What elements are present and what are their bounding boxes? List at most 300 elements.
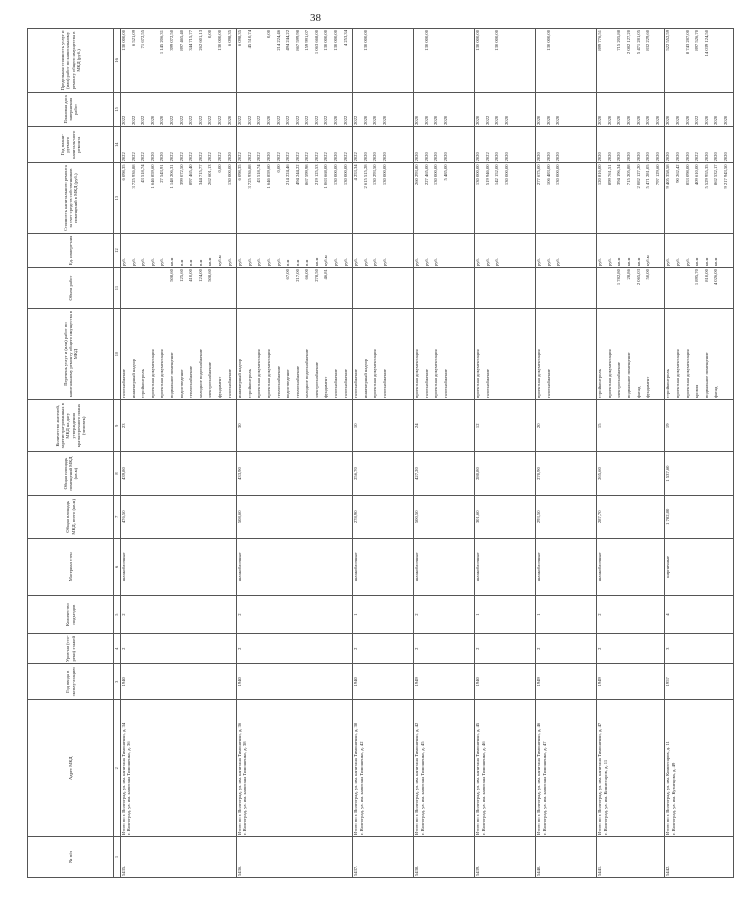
cell-line: руб.: [494, 258, 500, 267]
cell-year: 1940: [475, 664, 536, 700]
cell-line: проектная документация: [159, 349, 165, 399]
cell-dates: [353, 92, 414, 126]
cell-line: [159, 269, 169, 307]
cell-line: 2020: [443, 115, 449, 125]
cell-year: 1940: [121, 664, 237, 700]
cell-line: 130 000,00: [555, 164, 561, 186]
cell-line: 2022: [256, 152, 262, 162]
cell-line: 2022: [140, 152, 146, 162]
cell-line: 6 098,35: [121, 164, 126, 181]
cell-line: 2020: [645, 152, 651, 162]
cell-line: [140, 269, 150, 307]
cell-line: 2022: [168, 115, 174, 125]
column-header: Адрес МКД: [28, 700, 114, 837]
cell-wall: шлакоблочные: [121, 538, 237, 595]
cell-line: 715 205,88: [626, 164, 632, 186]
cell-line: холодное водоснабжение: [197, 349, 203, 399]
cell-line: [685, 269, 695, 307]
cell-line: кв.м: [626, 257, 632, 267]
cell-works: [353, 309, 414, 400]
cell-line: подвальное помещение: [168, 352, 174, 399]
cell-addr: Итого по г. Волгоград, ул. им. капитана Тимошенко, д. 36 г. Волгоград, ул. им. капитана Тимошенко, д. 38: [237, 700, 353, 837]
cell-line: 2020: [382, 152, 388, 162]
cell-line: 2020: [372, 152, 378, 162]
cell-line: [414, 30, 424, 91]
cell-line: 142 152,00: [494, 164, 500, 186]
cell-line: 0,00: [207, 30, 213, 39]
cell-line: 2020: [722, 115, 728, 125]
cell-line: 28,86: [626, 269, 632, 280]
cell-line: [597, 269, 607, 307]
cell-line: 106 483,00: [545, 164, 551, 186]
cell-line: 2022: [323, 115, 329, 125]
cell-line: 125,60: [178, 269, 184, 282]
cell-line: [665, 269, 675, 307]
column-header: Год ввода в эксплу-атацию: [28, 664, 114, 700]
cell-line: 2022: [294, 115, 300, 125]
column-index-cell: 7: [114, 495, 121, 538]
cell-works: [597, 309, 665, 400]
cell-line: кв.м: [703, 257, 709, 267]
cell-year: 1949: [536, 664, 597, 700]
cell-line: руб.: [684, 258, 690, 267]
column-header: Общая площадь помещений МКД (кв.м): [28, 452, 114, 495]
cell-res: 10: [353, 400, 414, 452]
cell-costs: [414, 163, 475, 234]
cell-floors: 2: [237, 634, 353, 664]
cell-line: 867 599,98: [304, 164, 310, 186]
cell-line: руб.: [140, 258, 146, 267]
cell-line: 2022: [294, 152, 300, 162]
table-row: [237, 29, 353, 878]
cell-line: 130 000,00: [494, 30, 500, 51]
cell-line: проектная документация: [149, 349, 155, 399]
cell-wall: шлакоблочные: [597, 538, 665, 595]
cell-line: 2022: [323, 152, 329, 162]
cell-line: 2020: [382, 115, 388, 125]
cell-line: руб.: [372, 258, 378, 267]
cell-limits: [121, 29, 237, 93]
cell-line: 2020: [333, 115, 339, 125]
cell-line: куб.м: [323, 255, 329, 267]
cell-line: 2020: [265, 152, 271, 162]
cell-line: фундамент: [323, 376, 329, 399]
cell-line: 43 518,74: [256, 164, 262, 183]
cell-line: 715 205,88: [616, 30, 622, 51]
cell-line: 0,00: [275, 164, 281, 173]
cell-line: [247, 269, 257, 307]
cell-line: 344 715,77: [197, 164, 203, 186]
cell-num: 5438.: [414, 837, 475, 878]
cell-line: 5 529 955,35: [703, 164, 709, 189]
cell-line: 2020: [362, 152, 368, 162]
cell-line: 2022: [188, 115, 194, 125]
cell-line: 2020: [635, 115, 641, 125]
cell-line: 130 000,00: [342, 164, 348, 186]
cell-line: 27 543,91: [159, 164, 165, 183]
cell-ent: 2: [121, 595, 237, 634]
cell-num: 5435.: [121, 837, 237, 878]
cell-line: 2020: [475, 115, 481, 125]
cell-dates: [414, 92, 475, 126]
cell-num: 5442.: [665, 837, 733, 878]
cell-line: 2020: [545, 115, 551, 125]
cell-line: [266, 269, 276, 307]
cell-line: 278,50: [313, 269, 319, 282]
cell-line: руб.: [226, 258, 232, 267]
table-row: [414, 29, 475, 878]
cell-area: 293,50: [536, 495, 597, 538]
cell-line: 0,00: [265, 30, 271, 39]
cell-line: 867 599,98: [294, 30, 300, 51]
cell-res: 15: [597, 400, 665, 452]
cell-line: проектная документация: [414, 349, 420, 399]
cell-line: 2 615 515,28: [362, 164, 368, 189]
cell-res: 12: [475, 400, 536, 452]
cell-wall: кирпичные: [665, 538, 733, 595]
cell-line: кв.м: [713, 257, 719, 267]
cell-res: 20: [536, 400, 597, 452]
cell-floors: 2: [475, 634, 536, 664]
cell-vols: [121, 268, 237, 309]
cell-line: 2022: [285, 115, 291, 125]
cell-line: 2020: [372, 115, 378, 125]
cell-works: [121, 309, 237, 400]
cell-line: 2020: [606, 152, 612, 162]
cell-line: 46,81: [323, 269, 329, 280]
cell-line: 2022: [246, 152, 252, 162]
cell-line: 1 148 206,31: [168, 164, 174, 189]
column-header: Ед. измере-ния: [28, 233, 114, 267]
cell-limits: [237, 29, 353, 93]
cell-line: 508,60: [207, 269, 213, 282]
column-index-cell: 6: [114, 538, 121, 595]
cell-line: п.м: [178, 259, 184, 267]
cell-line: газоснабжение: [382, 369, 388, 399]
cell-line: руб.: [256, 258, 262, 267]
cell-line: проектная документация: [675, 349, 680, 399]
cell-years: [536, 127, 597, 163]
cell-wall: шлакоблочные: [536, 538, 597, 595]
cell-line: 2022: [178, 152, 184, 162]
cell-addr: Итого по г. Волгоград, ул. им. капитана Тимошенко, д. 47 г. Волгоград, ул. им. Комиссаров, д. 11: [597, 700, 665, 837]
cell-line: 130 000,00: [216, 30, 222, 51]
cell-line: 120 816,00: [597, 164, 603, 186]
header-row: [28, 29, 114, 878]
cell-line: 2020: [645, 115, 651, 125]
column-index-cell: 14: [114, 127, 121, 163]
cell-years: [414, 127, 475, 163]
cell-line: 2020: [149, 152, 155, 162]
cell-line: руб.: [342, 258, 348, 267]
cell-line: 130 000,00: [545, 30, 551, 51]
cell-year: 1949: [414, 664, 475, 700]
cell-line: 2022: [197, 115, 203, 125]
cell-line: 9 217 943,50: [722, 164, 728, 189]
cell-line: 2020: [545, 152, 551, 162]
cell-line: 2020: [475, 152, 481, 162]
cell-line: газоснабжение: [342, 369, 348, 399]
cell-line: 2022: [285, 152, 291, 162]
cell-line: 2020: [597, 115, 603, 125]
cell-line: 130 000,00: [504, 164, 510, 186]
cell-costs: [475, 163, 536, 234]
column-header: Стоимость капитального ремонта за счет средств собственников помещений в МКД (руб.): [28, 163, 114, 234]
cell-line: 1 782,80: [616, 269, 622, 286]
cell-addr: Итого по г. Волгоград, ул. им. капитана Тимошенко, д. 45 г. Волгоград, ул. им. капитана Тимошенко, д. 46: [475, 700, 536, 837]
cell-line: 2020: [654, 152, 660, 162]
cell-line: 2020: [616, 115, 622, 125]
cell-line: кв.м: [635, 257, 641, 267]
cell-line: 810,00: [703, 269, 709, 282]
cell-line: 45 510,74: [246, 30, 252, 49]
cell-line: газоснабжение: [333, 369, 339, 399]
cell-line: газоснабжение: [353, 369, 359, 399]
cell-line: 2020: [226, 152, 232, 162]
cell-addr: Итого по г. Волгоград, ул. им. капитана Тимошенко, д. 42 г. Волгоград, ул. им. капитана Тимошенко, д. 45: [414, 700, 475, 837]
column-index-cell: 16: [114, 29, 121, 93]
cell-line: 1 145 206,31: [159, 30, 165, 55]
cell-line: [485, 30, 495, 91]
cell-parea: 433,90: [237, 452, 353, 495]
cell-line: 2020: [616, 152, 622, 162]
cell-line: 2022: [304, 152, 310, 162]
cell-line: 2020: [722, 152, 728, 162]
cell-line: п.м: [285, 259, 291, 267]
cell-line: 130 000,00: [475, 164, 481, 186]
cell-line: 2020: [149, 115, 155, 125]
cell-line: [276, 269, 286, 307]
cell-years: [237, 127, 353, 163]
cell-units: [121, 233, 237, 267]
cell-line: 0,00: [216, 164, 222, 173]
cell-units: [414, 233, 475, 267]
cell-res: 30: [237, 400, 353, 452]
cell-limits: [597, 29, 665, 93]
cell-line: 130 000,00: [226, 164, 232, 186]
cell-line: руб.: [130, 258, 136, 267]
cell-line: 2022: [694, 115, 700, 125]
cell-year: 1940: [237, 664, 353, 700]
column-index-cell: 11: [114, 268, 121, 309]
cell-line: 2022: [484, 152, 490, 162]
cell-wall: шлакоблочные: [414, 538, 475, 595]
cell-costs: [121, 163, 237, 234]
cell-line: 124,00: [197, 269, 203, 282]
cell-line: 2022: [130, 152, 136, 162]
cell-line: 2022: [216, 115, 222, 125]
cell-line: 394 196,34: [616, 164, 622, 186]
cell-vols: [597, 268, 665, 309]
cell-line: 130 000,00: [362, 30, 368, 51]
cell-line: 90 262,42: [675, 164, 680, 183]
cell-line: 2020: [675, 115, 680, 125]
column-header: Общая площадь МКД, всего (кв.м): [28, 495, 114, 538]
cell-num: 5439.: [475, 837, 536, 878]
cell-line: 2020: [226, 115, 232, 125]
cell-line: 159 991,07: [304, 30, 310, 51]
cell-line: кв.м: [313, 257, 319, 267]
cell-vols: [237, 268, 353, 309]
cell-line: 2020: [494, 152, 500, 162]
cell-line: кв.м: [694, 257, 700, 267]
cell-line: 262 601,13: [207, 164, 213, 186]
cell-line: [237, 269, 247, 307]
cell-line: проектная документация: [433, 349, 439, 399]
cell-limits: [665, 29, 733, 93]
cell-line: руб.: [545, 258, 551, 267]
cell-line: [433, 30, 443, 91]
cell-line: проектная документация: [475, 349, 481, 399]
cell-parea: 427,20: [414, 452, 475, 495]
cell-res: 23: [121, 400, 237, 452]
cell-line: 2020: [333, 152, 339, 162]
cell-line: проектная документация: [606, 349, 612, 399]
cell-line: 494 244,22: [285, 30, 291, 51]
cell-line: руб.: [433, 258, 439, 267]
cell-line: [150, 269, 160, 307]
cell-line: 67,00: [285, 269, 291, 280]
cell-line: [131, 269, 141, 307]
cell-line: 2020: [555, 115, 561, 125]
cell-line: газоснабжение: [545, 369, 551, 399]
cell-limits: [536, 29, 597, 93]
cell-line: куб.м: [645, 255, 651, 267]
cell-line: 2020: [626, 152, 632, 162]
cell-addr: Итого по г. Волгоград, ул. им. Комиссаров, д. 11 г. Волгоград, ул. им. Кузнецова, д. 49: [665, 700, 733, 837]
cell-line: 6 521,09: [130, 30, 136, 47]
cell-years: [665, 127, 733, 163]
cell-line: 2022: [207, 152, 213, 162]
cell-line: 2020: [414, 152, 420, 162]
cell-floors: 2: [353, 634, 414, 664]
cell-line: 2022: [342, 152, 348, 162]
cell-line: руб.: [362, 258, 368, 267]
cell-line: 1 063 668,00: [313, 30, 319, 55]
cell-addr: Итого по г. Волгоград, ул. им. капитана Тимошенко, д. 46 г. Волгоград, ул. им. капитана Тимошенко, д. 47: [536, 700, 597, 837]
cell-line: 2020: [555, 152, 561, 162]
cell-addr: Итого по г. Волгоград, ул. им. капитана Тимошенко, д. 34 г. Волгоград, ул. им. капитана Тимошенко, д. 36: [121, 700, 237, 837]
cell-years: [353, 127, 414, 163]
cell-line: 899 761,51: [606, 164, 612, 186]
cell-ent: 4: [665, 595, 733, 634]
cell-line: 260 293,80: [414, 164, 420, 186]
cell-line: 2020: [665, 152, 671, 162]
cell-year: 1940: [353, 664, 414, 700]
cell-line: 2022: [216, 152, 222, 162]
cell-line: [607, 269, 617, 307]
table-body: [121, 29, 734, 878]
cell-limits: [414, 29, 475, 93]
cell-years: [121, 127, 237, 163]
cell-area: 476,50: [121, 495, 237, 538]
cell-line: 2020: [536, 115, 542, 125]
cell-line: 2020: [684, 152, 690, 162]
cell-parea: 439,80: [121, 452, 237, 495]
cell-line: 4 253,34: [342, 30, 348, 47]
cell-line: кв.м: [616, 257, 622, 267]
column-index-cell: 9: [114, 400, 121, 452]
cell-parea: 265,60: [597, 452, 665, 495]
cell-parea: 256,70: [353, 452, 414, 495]
cell-costs: [353, 163, 414, 234]
cell-line: [121, 269, 131, 307]
cell-line: теплоснабжение: [275, 366, 281, 399]
cell-line: 3 725 936,88: [130, 164, 136, 189]
cell-line: 2020: [675, 152, 680, 162]
cell-line: 2022: [121, 115, 126, 125]
cell-units: [665, 233, 733, 267]
cell-line: [414, 269, 424, 307]
cell-line: 2022: [197, 152, 203, 162]
cell-line: 262 601,13: [197, 30, 203, 51]
column-index-cell: 8: [114, 452, 121, 495]
cell-line: руб.: [423, 258, 429, 267]
cell-line: газоснабжение: [484, 369, 490, 399]
column-header: Объем работ: [28, 268, 114, 309]
table-row: [597, 29, 665, 878]
cell-line: 130 000,00: [382, 164, 388, 186]
cell-area: 278,90: [353, 495, 414, 538]
cell-line: 2022: [237, 115, 243, 125]
cell-units: [597, 233, 665, 267]
cell-line: 2022: [694, 152, 700, 162]
cell-ent: 2: [597, 595, 665, 634]
cell-line: [555, 30, 565, 91]
cell-line: 862 532,17: [713, 164, 719, 186]
cell-dates: [237, 92, 353, 126]
cell-line: 2020: [504, 152, 510, 162]
column-index-row: [114, 29, 121, 878]
cell-ent: 1: [353, 595, 414, 634]
cell-line: инженерный надзор: [362, 358, 368, 399]
cell-line: 8 743 287,00: [684, 30, 690, 55]
column-header: Перечень услуг и (или) работ по капитальному ремонту общего имущества в МКД: [28, 309, 114, 400]
column-index-cell: 1: [114, 837, 121, 878]
cell-line: 6 098,35: [237, 164, 243, 181]
cell-line: 2020: [414, 115, 420, 125]
cell-line: 6 098,35: [237, 30, 243, 47]
cell-line: 5 485,00: [443, 164, 449, 181]
cell-ent: 2: [237, 595, 353, 634]
cell-line: 797 129,60: [654, 164, 660, 186]
cell-works: [237, 309, 353, 400]
cell-line: 2020: [684, 115, 690, 125]
cell-line: 2020: [423, 115, 429, 125]
cell-line: 1 646 859,60: [149, 164, 155, 189]
cell-line: холодное водоснабжение: [304, 349, 310, 399]
cell-line: 522 552,59: [665, 30, 671, 51]
cell-costs: [237, 163, 353, 234]
cell-line: фундамент: [216, 376, 222, 399]
cell-line: [353, 269, 363, 307]
cell-line: 2022: [275, 115, 281, 125]
cell-line: стройконтроль: [140, 369, 146, 399]
cell-num: 5440.: [536, 837, 597, 878]
cell-vols: [414, 268, 475, 309]
cell-line: электроснабжение: [616, 362, 622, 399]
cell-line: проектная документация: [372, 349, 378, 399]
cell-dates: [665, 92, 733, 126]
cell-works: [536, 309, 597, 400]
cell-line: 66,00: [304, 269, 310, 280]
cell-area: 1 782,80: [665, 495, 733, 538]
cell-line: проектная документация: [684, 349, 690, 399]
cell-area: 301,60: [475, 495, 536, 538]
cell-line: 214 224,46: [285, 164, 291, 186]
page-number: 38: [310, 12, 321, 24]
cell-works: [665, 309, 733, 400]
